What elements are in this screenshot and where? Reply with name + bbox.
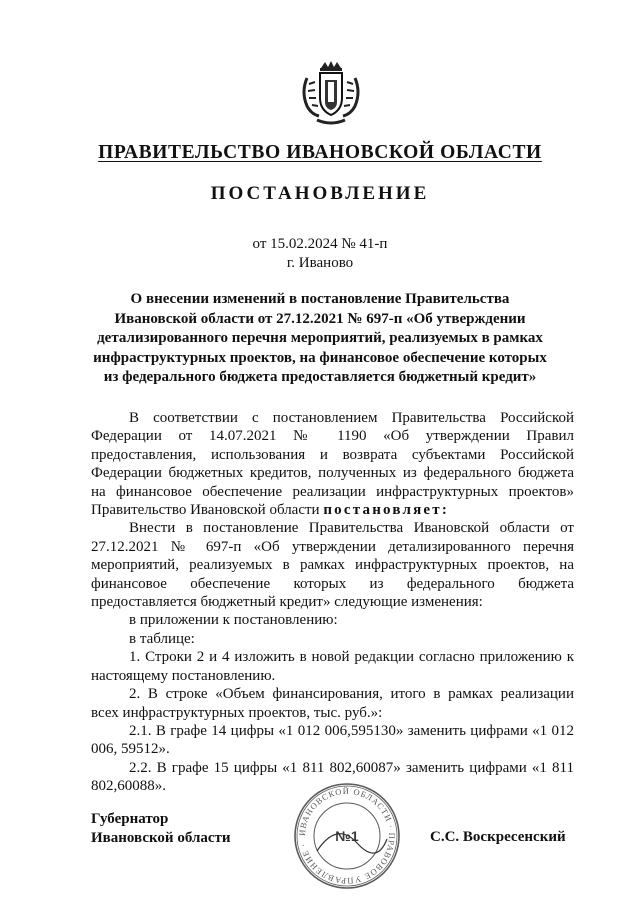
decree-word: постановляет:: [323, 502, 450, 519]
subject-line: инфраструктурных проектов, на финансовое обеспечение которых: [93, 349, 547, 366]
body-paragraph: 2. В строке «Объем финансирования, итого в рамках реализации всех инфраструктурных проектов, тыс. руб.»:: [91, 686, 574, 721]
date-and-place: [0, 235, 640, 273]
stamp-number: №1: [335, 828, 359, 844]
body-paragraph: 2.1. В графе 14 цифры «1 012 006,595130» заменить цифрами «1 012 006, 59512».: [91, 722, 574, 758]
decree-subject: [60, 290, 580, 388]
position-line: Губернатор: [91, 811, 169, 827]
preamble-text: В соответствии с постановлением Правительства Российской Федерации от 14.07.2021 № 1190 «Об утверждении Правил предоставления, использования и возврата субъектами Российской Федерации бюджетных кредитов, полученных из федерального бюджета на финансовое обеспечение реализации инфраструктурных проектов» Правительство Ивановской области: [91, 410, 574, 519]
body-paragraph: Внести в постановление Правительства Ивановской области от 27.12.2021 № 697-п «Об утверждении детализированного перечня мероприятий, реализуемых в рамках инфраструктурных проектов, на финансовое обеспечение которых из федерального бюджета предоставляется бюджетный кредит» следующие изменения:: [91, 520, 574, 611]
subject-line: Ивановской области от 27.12.2021 № 697-п «Об утверждении: [114, 310, 526, 327]
subject-line: детализированного перечня мероприятий, реализуемых в рамках: [97, 330, 543, 346]
body-paragraph: в приложении к постановлению:: [129, 612, 338, 629]
date-number: от 15.02.2024 № 41-п: [252, 236, 388, 252]
government-title: ПРАВИТЕЛЬСТВО ИВАНОВСКОЙ ОБЛАСТИ: [98, 142, 542, 163]
decree-body: [91, 409, 574, 796]
body-paragraph: 2.2. В графе 15 цифры «1 811 802,60087» заменить цифрами «1 811 802,60088».: [91, 759, 574, 795]
document-type-title: ПОСТАНОВЛЕНИЕ: [210, 183, 430, 204]
stamp-arc-text: ИВАНОВСКОЙ ОБЛАСТИ · ПРАВОВОЕ УПРАВЛЕНИЕ ·: [296, 785, 398, 887]
official-seal-stamp-icon: [287, 781, 407, 891]
position-line: Ивановской области: [91, 830, 231, 846]
body-paragraph: в таблице:: [129, 630, 195, 647]
coat-of-arms-emblem-icon: [295, 58, 367, 130]
signatory-name: С.С. Воскресенский: [430, 829, 566, 845]
preamble-paragraph: [91, 409, 574, 519]
signatory-position: [91, 810, 231, 848]
body-paragraph: 1. Строки 2 и 4 изложить в новой редакции согласно приложению к настоящему постановлению.: [91, 649, 574, 684]
subject-line: О внесении изменений в постановление Правительства: [130, 291, 510, 307]
city: г. Иваново: [286, 255, 354, 271]
subject-line: из федерального бюджета предоставляется бюджетный кредит»: [103, 369, 537, 385]
